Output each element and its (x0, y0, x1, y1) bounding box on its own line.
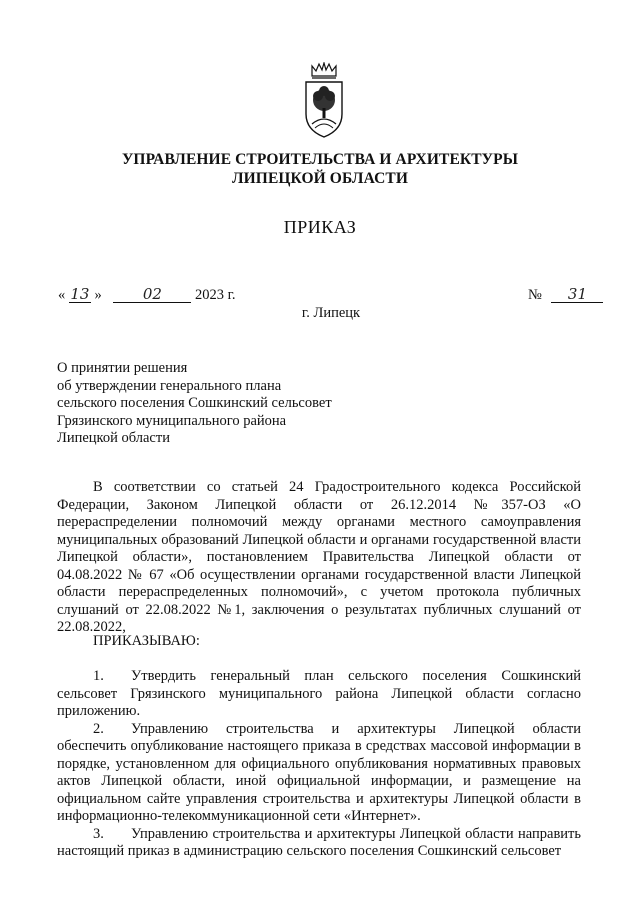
quote-open: « (58, 287, 66, 303)
order-word: ПРИКАЗЫВАЮ: (93, 633, 200, 649)
city: г. Липецк (301, 305, 361, 321)
year: 2023 г. (195, 287, 236, 303)
item-text: Управлению строительства и архитектуры Липецкой области направить настоящий приказ в администрацию сельского поселения Сошкинский сельсовет (57, 825, 581, 859)
subject-line: об утверждении генерального плана (57, 377, 282, 394)
subject-line: Грязинского муниципального района (57, 412, 287, 429)
document-type: ПРИКАЗ (283, 217, 357, 237)
item-number: 2. (93, 720, 104, 737)
organization-name-line-1: УПРАВЛЕНИЕ СТРОИТЕЛЬСТВА И АРХИТЕКТУРЫ (121, 151, 519, 168)
number-label: № (528, 287, 542, 303)
order-item (57, 668, 581, 721)
organization-name-line-2: ЛИПЕЦКОЙ ОБЛАСТИ (232, 170, 408, 187)
item-number: 3. (93, 825, 104, 842)
subject-block (57, 360, 332, 448)
subject-line: Липецкой области (57, 430, 170, 446)
subject-line: О принятии решения (57, 360, 188, 376)
order-item (57, 721, 581, 826)
order-items (57, 668, 581, 861)
document-date (58, 286, 236, 304)
handwritten-month: 02 (113, 286, 191, 303)
quote-close: » (94, 287, 102, 303)
item-number: 1. (93, 668, 104, 684)
item-text: Утвердить генеральный план сельского поселения Сошкинский сельсовет Грязинского муниципального района Липецкой области согласно приложению. (57, 668, 581, 719)
handwritten-day: 13 (70, 285, 90, 303)
preamble-paragraph: В соответствии со статьей 24 Градостроительного кодекса Российской Федерации, Законом Липецкой области от 26.12.2014 №357-ОЗ «О перераспределении полномочий между органами местного самоуправления муниципальных образований Липецкой области и органами государственной власти Липецкой области», постановлением Правительства Липецкой области от 04.08.2022 № 67 «Об осуществлении органами государственной власти Липецкой области перераспределенных полномочий», с учетом протокола публичных слушаний от 22.08.2022 №1, заключения о результатах публичных слушаний от 22.08.2022, (57, 479, 581, 635)
document-number (528, 286, 603, 304)
subject-line: сельского поселения Сошкинский сельсовет (57, 395, 332, 411)
order-item (57, 826, 581, 861)
handwritten-number: 31 (551, 286, 603, 303)
item-text: Управлению строительства и архитектуры Липецкой области обеспечить опубликование настоящего приказа в средствах массовой информации в порядке, установленном для официального опубликования нормативных правовых актов Липецкой области, иной официальной информации, и размещение на официальном сайте управления строительства и архитектуры Липецкой области в информационно-телекоммуникационной сети «Интернет». (57, 720, 581, 824)
coat-of-arms-icon (302, 62, 346, 140)
organization-name (0, 150, 640, 188)
